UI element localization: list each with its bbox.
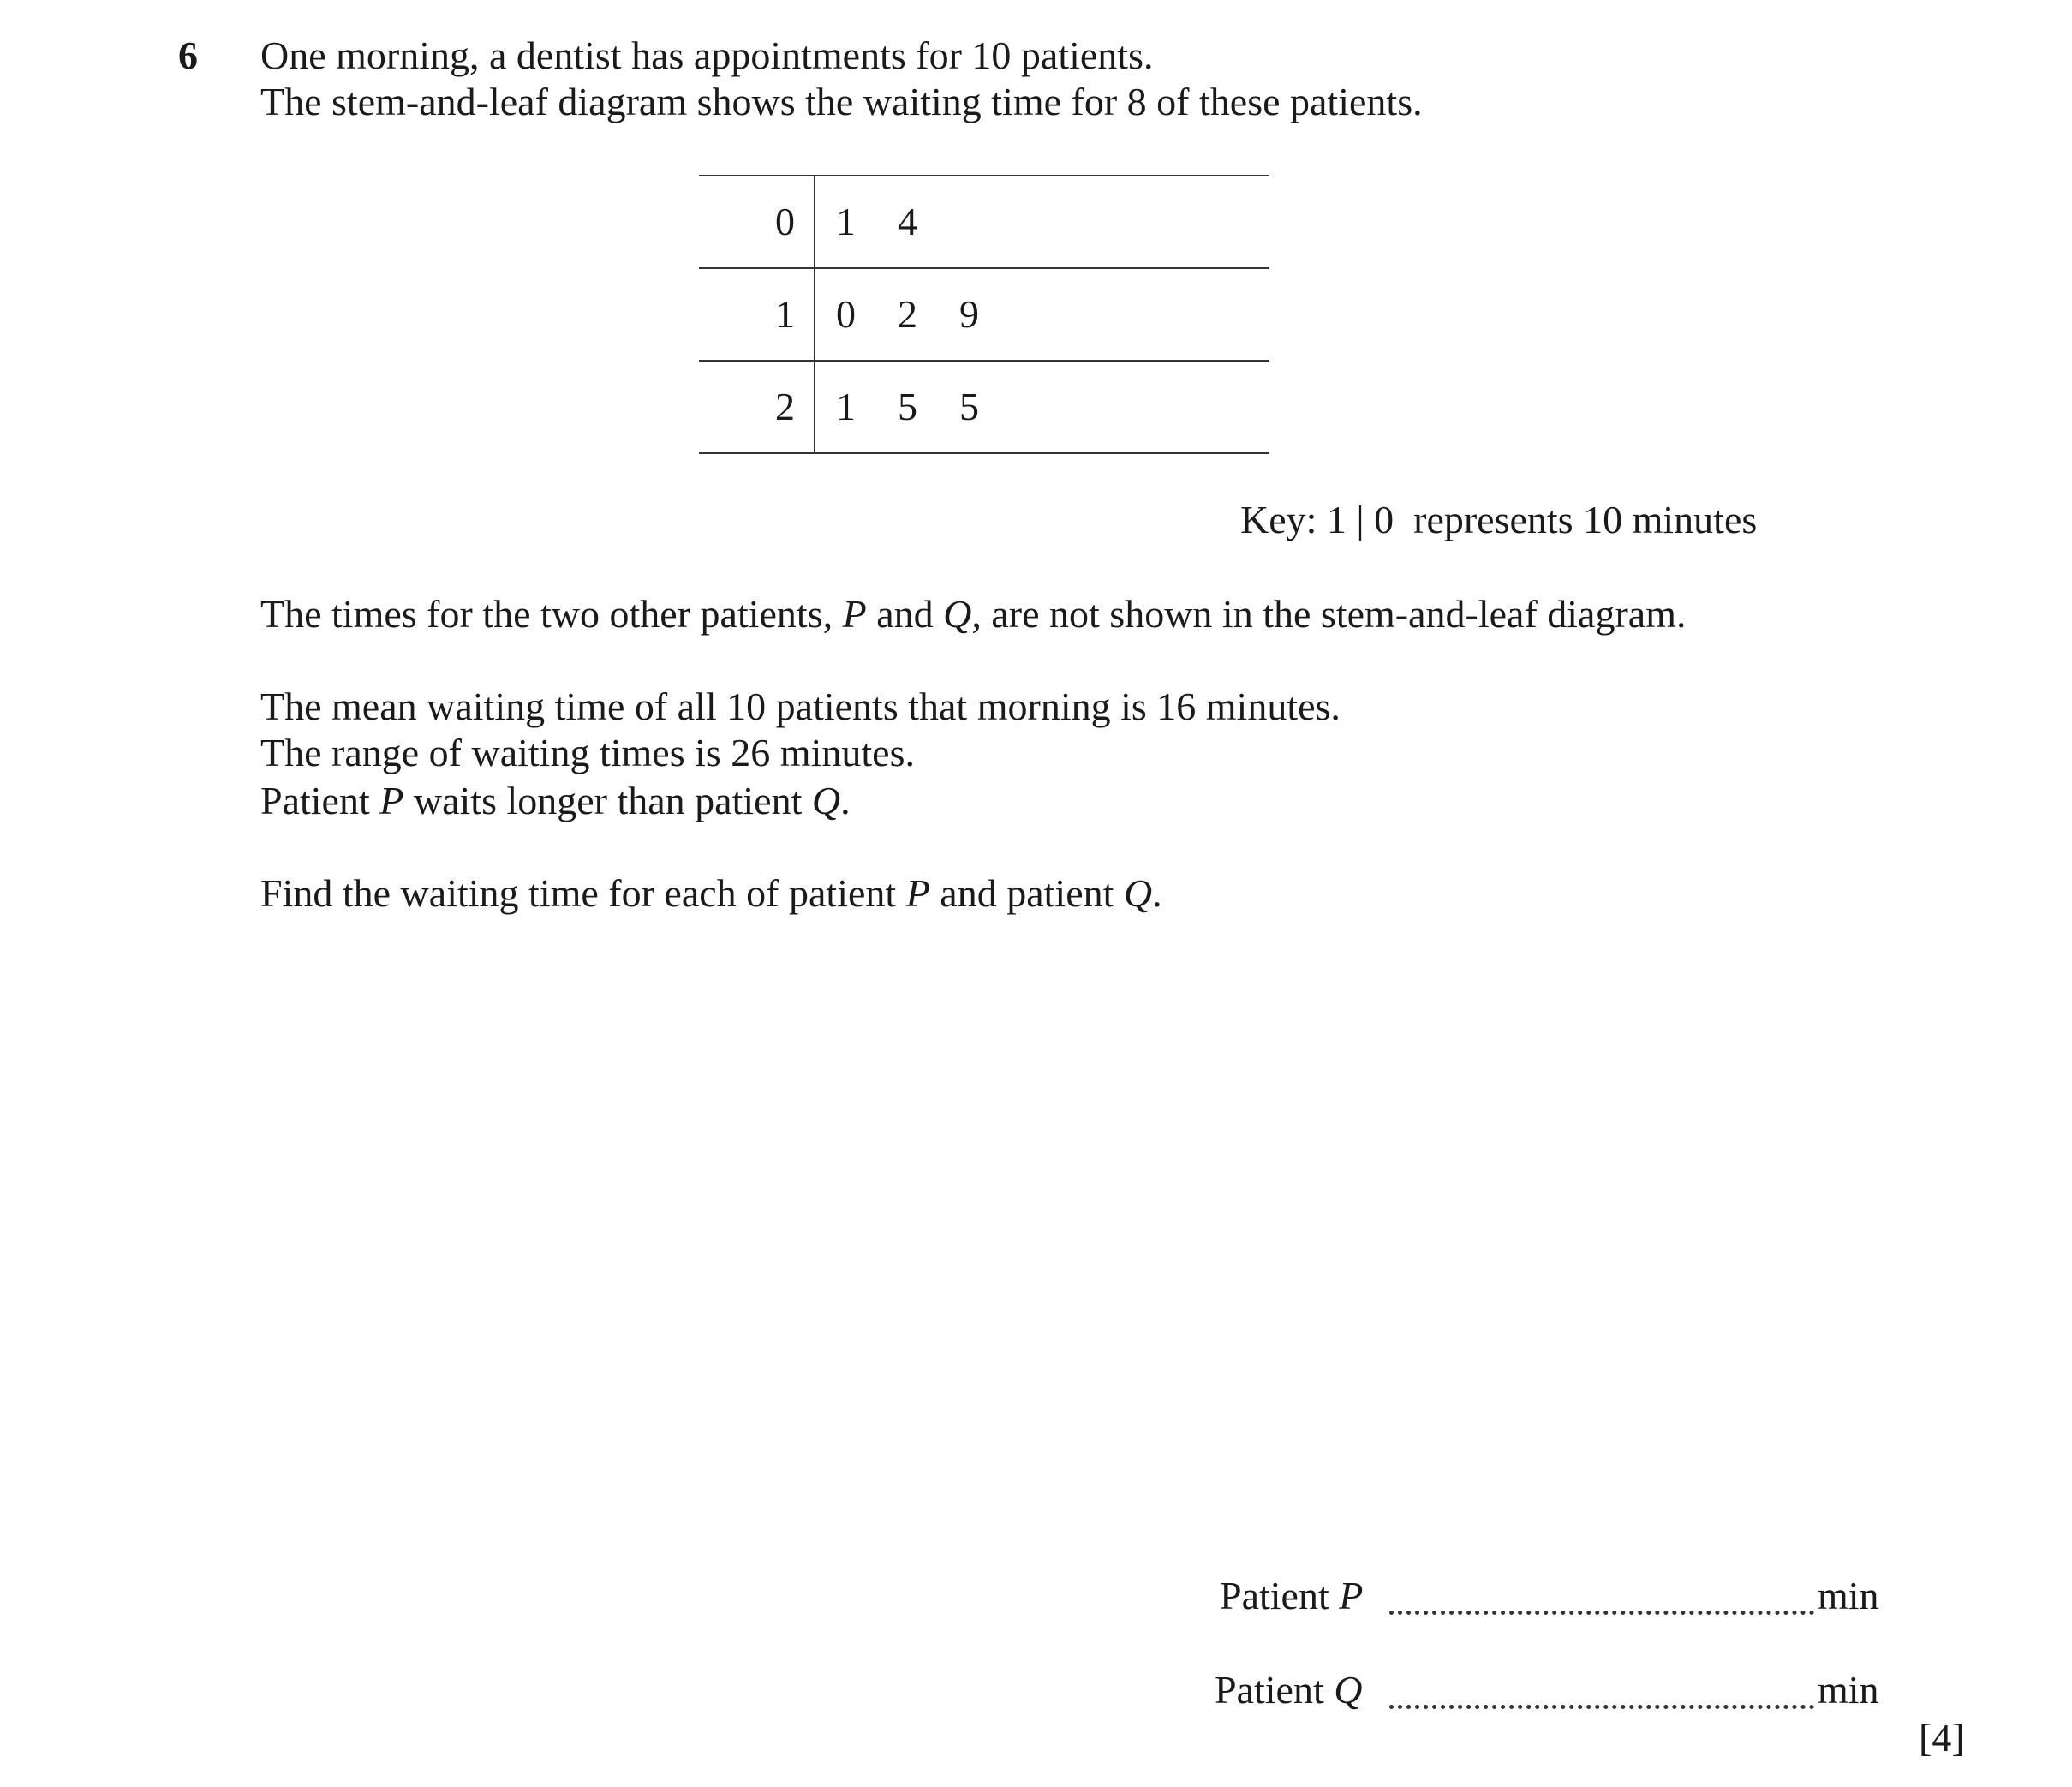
stem-cell: [699, 362, 815, 452]
answer-label-text: Patient: [1220, 1574, 1329, 1617]
intro-line-2: The stem-and-leaf diagram shows the waiting time for 8 of these patients.: [260, 80, 1423, 123]
leaf-value: 5: [898, 385, 917, 428]
stem-cell: [699, 176, 815, 267]
leaf-value: 0: [836, 292, 856, 336]
leaves-cell: [836, 291, 1021, 338]
marks-badge: [4]: [1919, 1716, 1965, 1760]
stem-leaf-row: [699, 360, 1269, 454]
variable-p: P: [1339, 1574, 1364, 1617]
stem-leaf-row: [699, 175, 1269, 267]
text-fragment: waits longer than patient: [403, 779, 812, 822]
text-fragment: The times for the two other patients,: [260, 592, 843, 636]
stem-cell: [699, 269, 815, 360]
text-fragment: and: [866, 592, 944, 636]
leaf-value: 9: [959, 292, 979, 336]
paragraph-other-patients: [260, 591, 1686, 637]
leaf-value: 1: [836, 385, 856, 428]
answer-label-text: Patient: [1215, 1668, 1324, 1712]
variable-q: Q: [1334, 1668, 1363, 1712]
answer-field-q[interactable]: [1389, 1705, 1814, 1709]
variable-q: Q: [943, 592, 972, 636]
answer-field-p[interactable]: [1389, 1611, 1814, 1615]
variable-p: P: [379, 779, 404, 822]
comparison-statement: [260, 778, 851, 824]
answer-label-p: [1220, 1573, 1363, 1619]
diagram-key: Key: 1 | 0 represents 10 minutes: [1240, 498, 1758, 541]
variable-q: Q: [811, 779, 841, 822]
text-fragment: .: [840, 779, 851, 822]
leaves-cell: [836, 199, 959, 245]
text-fragment: Find the waiting time for each of patient: [260, 871, 906, 915]
stem-value: 0: [775, 200, 795, 243]
leaf-value: 4: [898, 200, 917, 243]
leaf-value: 1: [836, 200, 856, 243]
leaves-cell: [836, 384, 1021, 430]
intro-line-1: One morning, a dentist has appointments for 10 patients.: [260, 33, 1154, 77]
range-statement: The range of waiting times is 26 minutes.: [260, 731, 915, 774]
text-fragment: .: [1152, 871, 1162, 915]
stem-and-leaf-diagram: [699, 175, 1269, 454]
stem-leaf-row: [699, 267, 1269, 360]
unit-label-q: min: [1818, 1668, 1879, 1712]
text-fragment: , are not shown in the stem-and-leaf diagram.: [971, 592, 1687, 636]
unit-label-p: min: [1818, 1574, 1879, 1617]
mean-statement: The mean waiting time of all 10 patients that morning is 16 minutes.: [260, 684, 1341, 728]
text-fragment: Patient: [260, 779, 380, 822]
leaf-value: 2: [898, 292, 917, 336]
variable-q: Q: [1123, 871, 1153, 915]
question-instruction: [260, 870, 1162, 917]
leaf-value: 5: [959, 385, 979, 428]
text-fragment: and patient: [929, 871, 1124, 915]
stem-value: 2: [775, 385, 795, 428]
variable-p: P: [905, 871, 930, 915]
variable-p: P: [842, 592, 867, 636]
stem-value: 1: [775, 292, 795, 336]
answer-label-q: [1215, 1667, 1363, 1713]
question-number: 6: [178, 33, 198, 77]
